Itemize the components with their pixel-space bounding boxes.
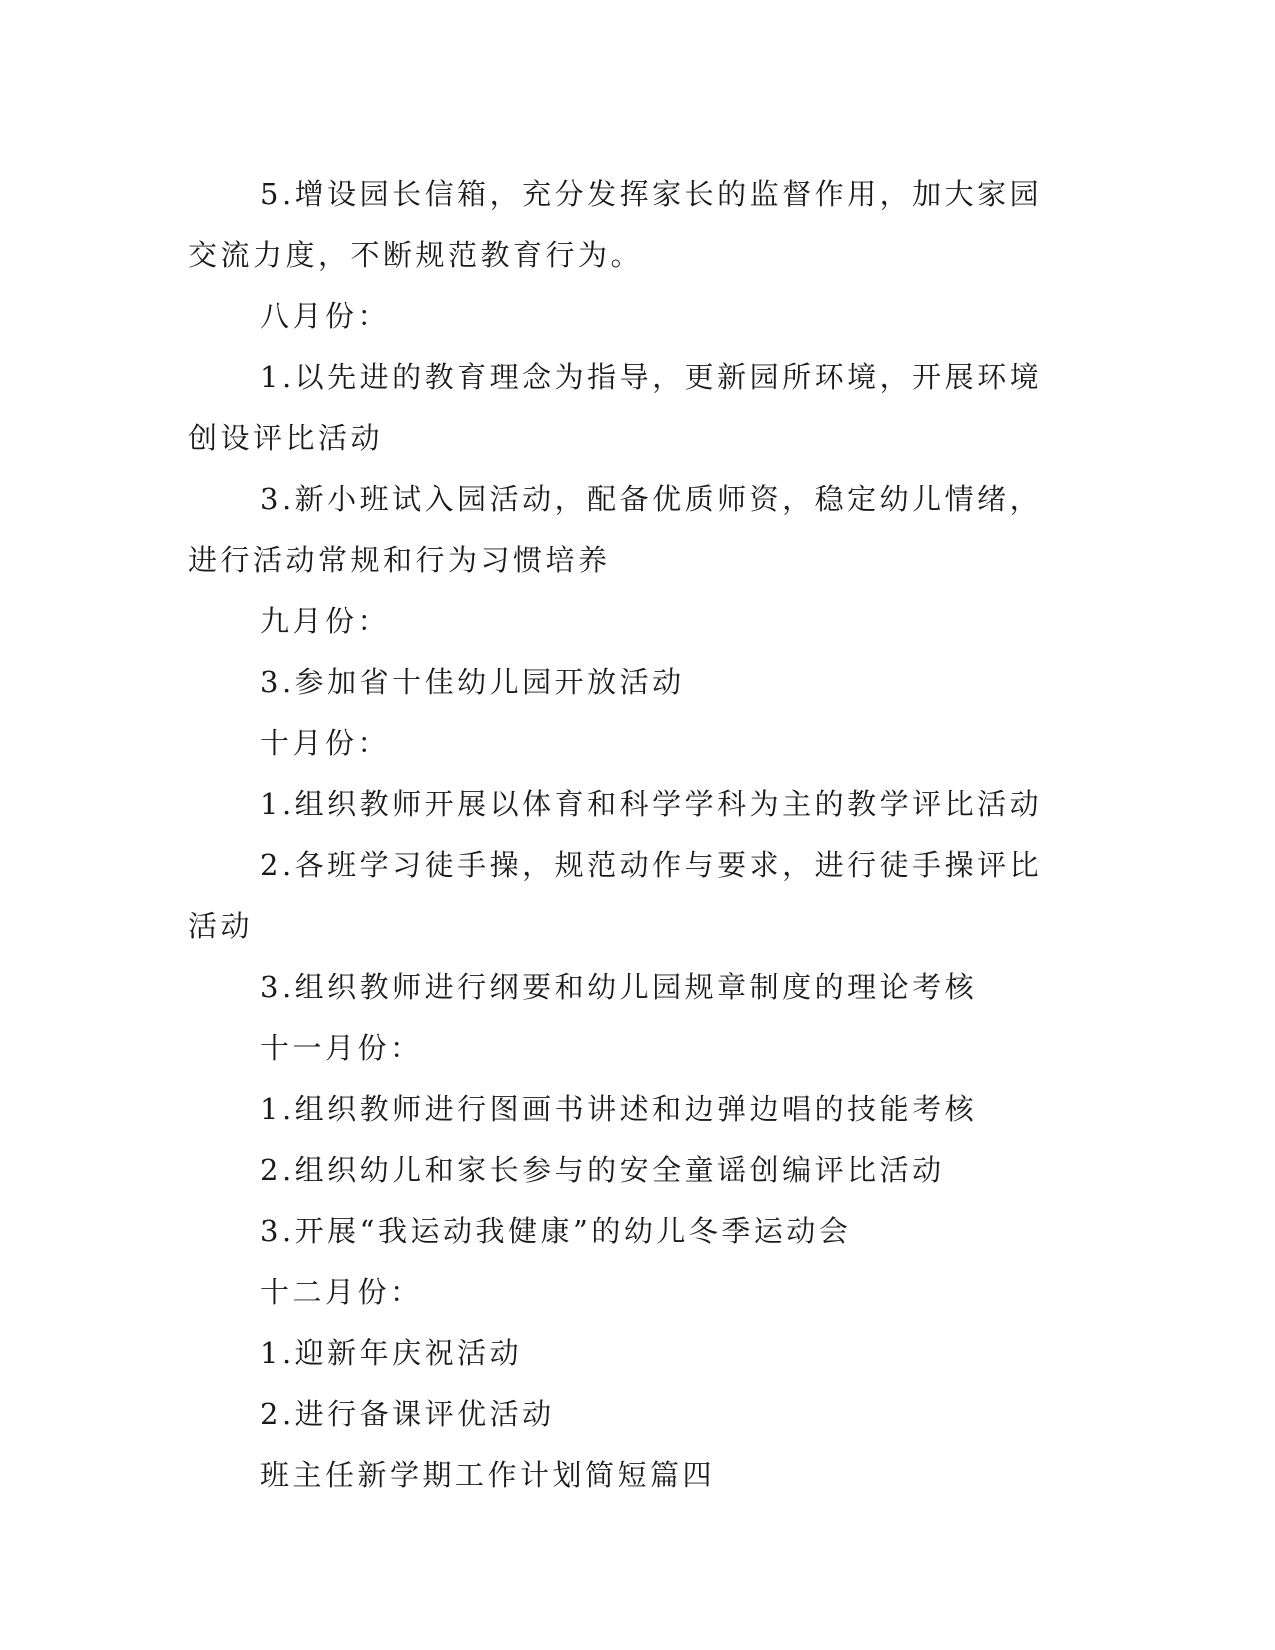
paragraph: 3.组织教师进行纲要和幼儿园规章制度的理论考核 (260, 970, 978, 1004)
section-heading-august: 八月份： (260, 299, 391, 333)
document-section-title: 班主任新学期工作计划简短篇四 (260, 1458, 716, 1492)
section-heading-november: 十一月份： (260, 1031, 423, 1065)
paragraph: 2.组织幼儿和家长参与的安全童谣创编评比活动 (260, 1153, 945, 1187)
section-heading-december: 十二月份： (260, 1275, 423, 1309)
paragraph: 1.迎新年庆祝活动 (260, 1336, 523, 1370)
paragraph: 1.以先进的教育理念为指导，更新园所环境，开展环境创设评比活动 (188, 360, 1043, 455)
section-heading-september: 九月份： (260, 604, 391, 638)
section-heading-october: 十月份： (260, 726, 391, 760)
paragraph: 1.组织教师进行图画书讲述和边弹边唱的技能考核 (260, 1092, 978, 1126)
paragraph: 2.进行备课评优活动 (260, 1397, 555, 1431)
document-body (188, 164, 1068, 1506)
paragraph: 2.各班学习徒手操，规范动作与要求，进行徒手操评比活动 (188, 848, 1043, 943)
paragraph: 1.组织教师开展以体育和科学学科为主的教学评比活动 (260, 787, 1043, 821)
paragraph: 3.开展“我运动我健康”的幼儿冬季运动会 (260, 1214, 852, 1248)
paragraph: 3.参加省十佳幼儿园开放活动 (260, 665, 685, 699)
paragraph: 5.增设园长信箱，充分发挥家长的监督作用，加大家园交流力度，不断规范教育行为。 (188, 177, 1043, 272)
paragraph: 3.新小班试入园活动，配备优质师资，稳定幼儿情绪，进行活动常规和行为习惯培养 (188, 482, 1043, 577)
